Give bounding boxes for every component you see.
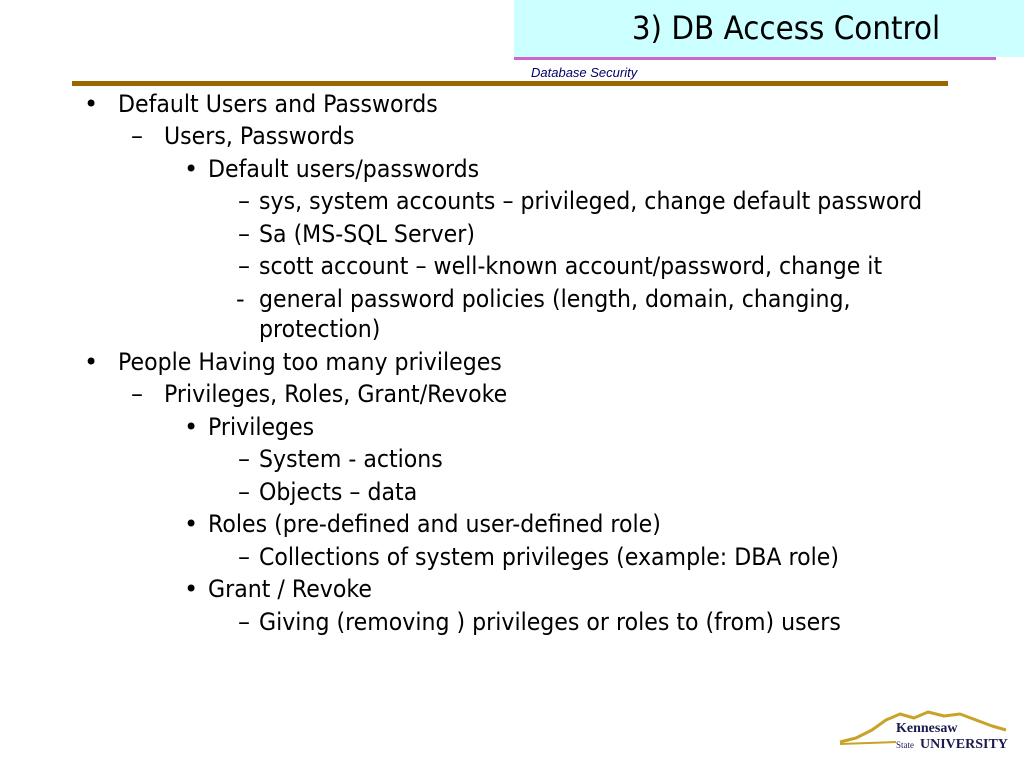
bullet-item: protection): [259, 315, 381, 343]
bullet-item: general password policies (length, domain, changing,: [259, 285, 851, 313]
kennesaw-state-university-logo: [836, 708, 1014, 754]
bullet-marker: –: [238, 252, 250, 280]
bullet-marker: –: [131, 380, 143, 408]
bullet-item: System - actions: [259, 445, 443, 473]
bullet-item: Users, Passwords: [164, 122, 355, 150]
logo-text-university: UNIVERSITY: [920, 737, 1008, 752]
header-rule: [72, 81, 948, 86]
bullet-marker: •: [184, 575, 199, 603]
bullet-item: sys, system accounts – privileged, change default password: [259, 187, 923, 215]
slide-subtitle: Database Security: [531, 65, 638, 80]
bullet-item: Privileges, Roles, Grant/Revoke: [164, 380, 508, 408]
bullet-marker: •: [184, 413, 199, 441]
bullet-item: scott account – well-known account/password, change it: [259, 252, 883, 280]
bullet-marker: •: [184, 510, 199, 538]
bullet-marker: –: [238, 445, 250, 473]
bullet-marker: –: [238, 220, 250, 248]
bullet-item: Grant / Revoke: [208, 575, 372, 603]
bullet-marker: •: [84, 348, 99, 376]
bullet-item: Giving (removing ) privileges or roles to (from) users: [259, 608, 841, 636]
bullet-marker: -: [236, 285, 245, 313]
bullet-marker: –: [238, 543, 250, 571]
bullet-item: Default users/passwords: [208, 155, 480, 183]
title-underline: [514, 57, 996, 60]
bullet-marker: –: [238, 608, 250, 636]
logo-text-kennesaw: Kennesaw: [896, 721, 958, 736]
logo-text-state: State: [896, 740, 914, 750]
slide-title: 3) DB Access Control: [631, 9, 940, 47]
bullet-marker: –: [238, 478, 250, 506]
bullet-item: People Having too many privileges: [118, 348, 502, 376]
bullet-marker: –: [131, 122, 143, 150]
bullet-marker: •: [84, 90, 99, 118]
bullet-item: Collections of system privileges (example: DBA role): [259, 543, 839, 571]
bullet-item: Roles (pre-defined and user-defined role): [208, 510, 661, 538]
bullet-marker: –: [238, 187, 250, 215]
bullet-item: Sa (MS-SQL Server): [259, 220, 475, 248]
bullet-item: Default Users and Passwords: [118, 90, 438, 118]
bullet-item: Objects – data: [259, 478, 418, 506]
bullet-marker: •: [184, 155, 199, 183]
bullet-item: Privileges: [208, 413, 315, 441]
